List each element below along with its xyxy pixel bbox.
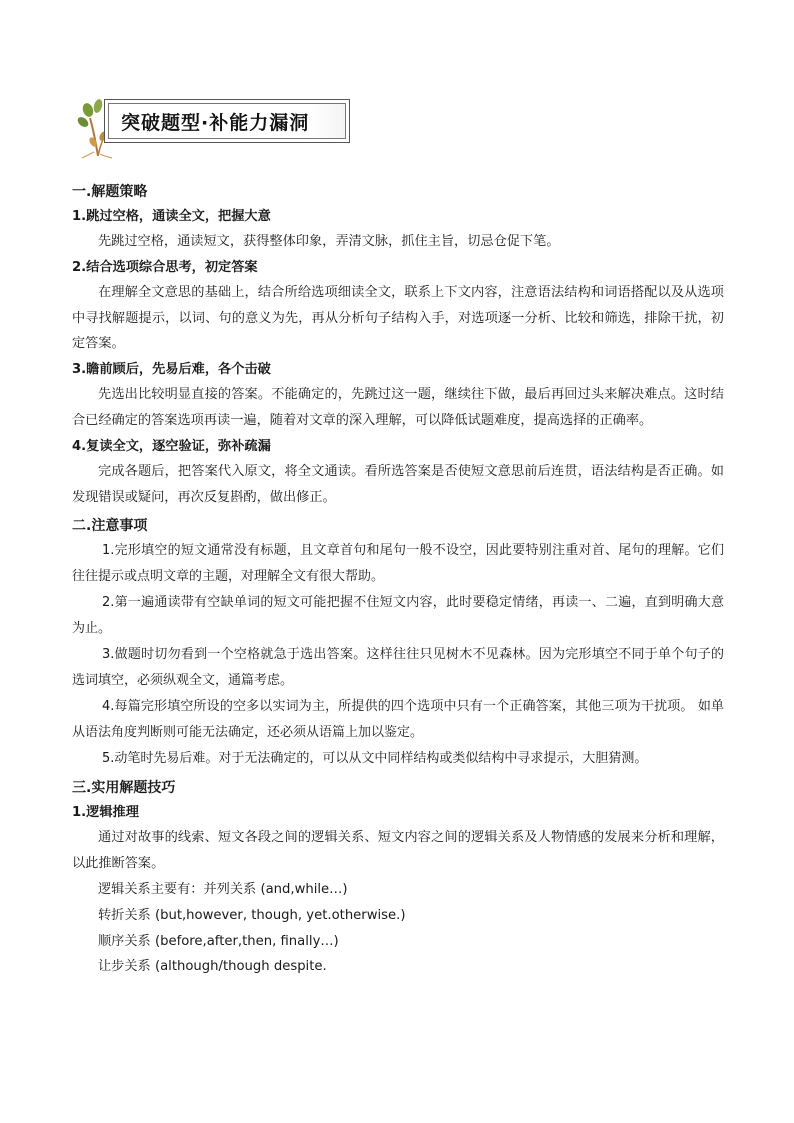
strategy-text-2: 在理解全文意思的基础上，结合所给选项细读全文，联系上下文内容，注意语法结构和词语搭配以及从选项中寻找解题提示，以词、句的意义为先，再从分析句子结构入手，对选项逐一分析、比较和筛选，排除干扰，初定答案。 (72, 284, 724, 352)
strategy-text-4: 完成各题后，把答案代入原文，将全文通读。看所选答案是否使短文意思前后连贯，语法结构是否正确。如发现错误或疑问，再次反复斟酌，做出修正。 (72, 463, 724, 505)
note-item: 4.每篇完形填空所设的空多以实词为主，所提供的四个选项中只有一个正确答案，其他三项为干扰项。 如单从语法角度判断则可能无法确定，还必须从语篇上加以鉴定。 (72, 699, 724, 741)
strategy-text-1: 先跳过空格，通读短文，获得整体印象，弄清文脉，抓住主旨，切忌仓促下笔。 (98, 234, 560, 249)
banner-frame (104, 99, 350, 143)
section-heading-notes: 二.注意事项 (72, 518, 148, 535)
strategy-title-4: 4.复读全文，逐空验证，弥补疏漏 (72, 438, 271, 454)
strategy-title-3: 3.瞻前顾后，先易后难，各个击破 (72, 362, 271, 378)
relation-line: 让步关系 (although/though despite. (98, 959, 327, 975)
note-item: 1.完形填空的短文通常没有标题，且文章首句和尾句一般不设空，因此要特别注重对首、尾句的理解。它们往往提示或点明文章的主题，对理解全文有很大帮助。 (72, 543, 724, 585)
note-item: 3.做题时切勿看到一个空格就急于选出答案。这样往往只见树木不见森林。因为完形填空不同于单个句子的选词填空，必须纵观全文，通篇考虑。 (72, 647, 724, 689)
relation-line: 转折关系 (but,however, though, yet.otherwise.) (98, 907, 406, 923)
strategy-title-2: 2.结合选项综合思考，初定答案 (72, 259, 258, 275)
note-item: 2.第一遍通读带有空缺单词的短文可能把握不住短文内容，此时要稳定情绪，再读一、二遍，直到明确大意为止。 (72, 595, 724, 637)
technique-text-1: 通过对故事的线索、短文各段之间的逻辑关系、短文内容之间的逻辑关系及人物情感的发展来分析和理解，以此推断答案。 (72, 830, 724, 872)
banner-title: 突破题型·补能力漏洞 (121, 111, 310, 134)
section-heading-techniques: 三.实用解题技巧 (72, 780, 176, 797)
section-banner (76, 96, 352, 160)
relation-line: 逻辑关系主要有：并列关系 (and,while…) (98, 881, 348, 897)
relation-line: 顺序关系 (before,after,then, finally…) (98, 933, 339, 949)
section-heading-strategy: 一.解题策略 (72, 184, 148, 200)
strategy-text-3: 先选出比较明显直接的答案。不能确定的，先跳过这一题，继续往下做，最后再回过头来解决难点。这时结合已经确定的答案选项再读一遍，随着对文章的深入理解，可以降低试题难度，提高选择的正确率。 (72, 387, 724, 428)
technique-title-1: 1.逻辑推理 (72, 805, 139, 821)
document-body (72, 176, 724, 980)
strategy-title-1: 1.跳过空格，通读全文，把握大意 (72, 209, 271, 224)
note-item: 5.动笔时先易后难。对于无法确定的，可以从文中同样结构或类似结构中寻求提示，大胆猜测。 (102, 751, 648, 767)
